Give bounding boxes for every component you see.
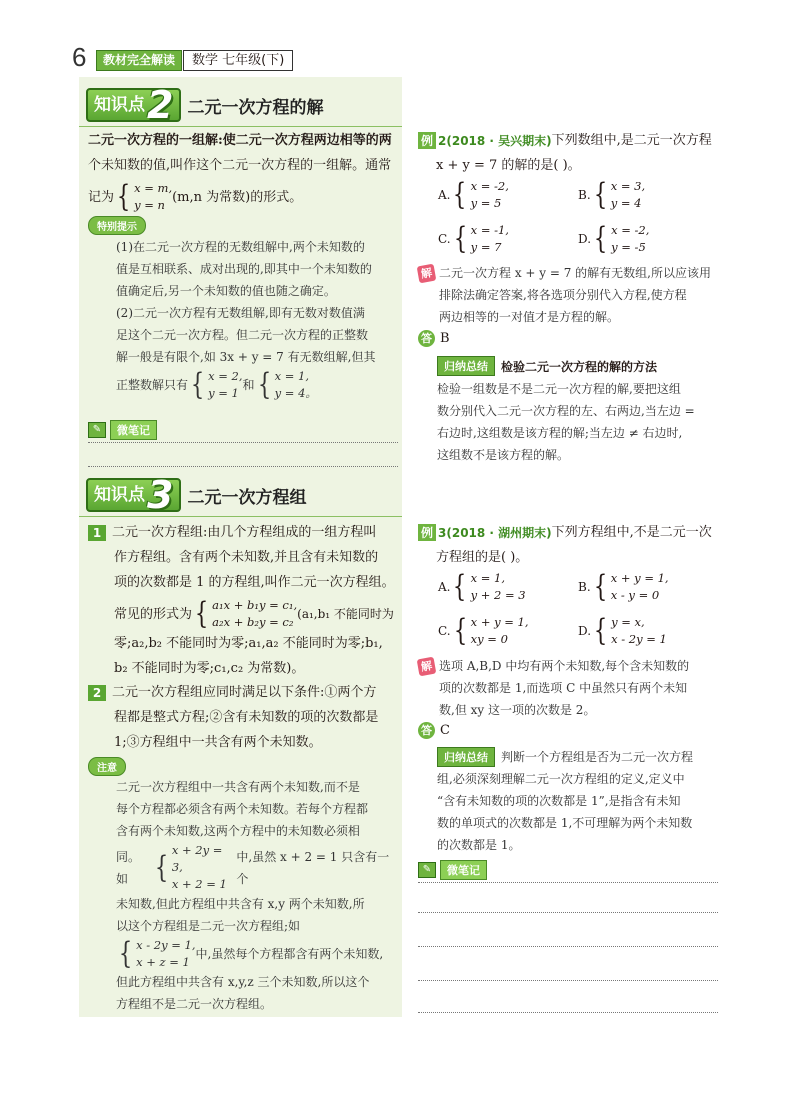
equation: x = 1,	[274, 369, 310, 383]
solution-line: 两边相等的一对值才是方程的解。	[439, 310, 620, 324]
section2-header	[86, 83, 324, 127]
caution-line: 每个方程都必须含有两个未知数。若每个方程都	[116, 802, 369, 816]
note-line	[418, 946, 718, 947]
equation-system: { x + 2y = 3, x + 2 = 1	[152, 842, 237, 893]
question-text: 下列数组中,是二元一次方程	[551, 133, 712, 148]
section3-item2	[88, 680, 400, 755]
caution-text: 同。如	[116, 849, 141, 886]
tip-content	[116, 236, 400, 402]
micro-note	[88, 420, 157, 440]
option-b: B. { x = 3, y = 4	[578, 177, 646, 212]
section3-item1	[88, 520, 400, 681]
tip-line: 值是互相联系、成对出现的,即其中一个未知数的	[116, 262, 372, 276]
section2-tag-text: 知识点	[94, 95, 145, 115]
tip-line: (1)在二元一次方程的无数组解中,两个未知数的	[116, 240, 365, 254]
section3-title: 二元一次方程组	[187, 487, 307, 508]
note-line	[88, 442, 398, 443]
equation-system: { x = 2, y = 1	[190, 367, 243, 402]
option-a: A. { x = -2, y = 5	[438, 177, 509, 212]
tip-text: 正整数解只有	[116, 378, 189, 392]
tip-line: 值确定后,另一个未知数的值也随之确定。	[116, 284, 336, 298]
caution-line: 含有两个未知数,这两个方程中的未知数必须相	[116, 824, 360, 838]
solution-icon: 解	[417, 656, 437, 676]
item-number: 2	[88, 685, 106, 701]
item-text: (a₁,b₁ 不能同时为	[297, 606, 394, 621]
example-number: 2	[438, 133, 447, 148]
tip-label	[88, 215, 146, 235]
question-text: x + y = 7 的解的是( )。	[436, 158, 581, 173]
summary-line: 右边时,这组数是该方程的解;当左边 ≠ 右边时,	[437, 426, 683, 440]
example3	[418, 520, 718, 570]
solution-line: 项的次数都是 1,而选项 C 中虽然只有两个未知	[439, 681, 688, 695]
equation: x - 2y = 1,	[136, 938, 196, 952]
answer-value: B	[440, 331, 450, 346]
tip-text: 和	[242, 378, 255, 392]
solution-line: 二元一次方程 x + y = 7 的解有无数组,所以应该用	[439, 266, 711, 280]
example-source: (2018 · 湖州期末)	[446, 526, 552, 540]
note-line	[418, 912, 718, 913]
example3-options	[438, 570, 718, 648]
summary-line: 这组数不是该方程的解。	[437, 448, 570, 462]
example-badge: 例	[418, 524, 436, 541]
summary-tag: 归纳总结	[437, 356, 495, 376]
item-line: 作方程组。含有两个未知数,并且含有未知数的	[114, 550, 379, 565]
summary-line: 的次数都是 1。	[437, 838, 521, 852]
equation: x = m,	[134, 181, 173, 195]
section3-rule	[79, 516, 402, 517]
example2	[418, 128, 718, 178]
tip-line: (2)二元一次方程有无数组解,即有无数对数值满	[116, 306, 365, 320]
micro-note	[418, 860, 487, 880]
item-number: 1	[88, 525, 106, 541]
micro-note-label: 微笔记	[110, 420, 157, 440]
equation: x + 2y = 3,	[171, 843, 223, 874]
option-d: D. { y = x, x - 2y = 1	[578, 613, 667, 648]
item-line: 二元一次方程组:由几个方程组成的一组方程叫	[112, 525, 377, 540]
note-line	[418, 980, 718, 981]
equation: a₂x + b₂y = c₂	[212, 615, 294, 629]
example2-summary-header	[437, 356, 657, 376]
equation: y = 1	[208, 386, 239, 400]
section3-tag-text: 知识点	[94, 485, 145, 505]
equation-system: { a₁x + b₁y = c₁, a₂x + b₂y = c₂	[194, 596, 298, 631]
question-text: 下列方程组中,不是二元一次	[551, 525, 712, 540]
item-line: 零;a₂,b₂ 不能同时为零;a₁,a₂ 不能同时为零;b₁,	[114, 636, 383, 651]
definition-text: (m,n 为常数)的形式。	[172, 189, 303, 205]
summary-title: 检验二元一次方程的解的方法	[501, 359, 658, 374]
option-a: A. { x = 1, y + 2 = 3	[438, 569, 526, 604]
micro-note-label: 微笔记	[440, 860, 487, 880]
equation: y = 4。	[274, 386, 317, 400]
pencil-icon: ✎	[88, 422, 106, 438]
answer-icon: 答	[418, 722, 435, 739]
option-b: B. { x + y = 1, x - y = 0	[578, 569, 669, 604]
equation: x + 2 = 1	[171, 877, 227, 891]
caution-label	[88, 756, 126, 776]
answer-value: C	[440, 723, 450, 738]
note-line	[88, 466, 398, 467]
equation-system: { x - 2y = 1, x + z = 1	[118, 936, 196, 971]
item-line: 项的次数都是 1 的方程组,叫作二元一次方程组。	[114, 575, 395, 590]
book-label: 教材完全解读	[96, 50, 182, 71]
item-line: 程都是整式方程;②含有未知数的项的次数都是	[114, 710, 379, 725]
equation: x = 2,	[208, 369, 243, 383]
summary-line: “含有未知数的项的次数都是 1”,是指含有未知	[437, 794, 681, 808]
definition-text: 记为	[88, 189, 115, 205]
caution-line: 方程组不是二元一次方程组。	[116, 997, 273, 1011]
example2-options	[438, 178, 718, 256]
answer-icon: 答	[418, 330, 435, 347]
section3-tag	[86, 473, 181, 517]
example-source: (2018 · 吴兴期末)	[446, 134, 552, 148]
caution-tag: 注意	[88, 757, 126, 776]
example3-answer	[418, 722, 450, 739]
question-text: 方程组的是( )。	[436, 550, 529, 565]
equation: a₁x + b₁y = c₁,	[212, 598, 298, 612]
section2-rule	[79, 126, 402, 127]
option-c: C. { x + y = 1, xy = 0	[438, 613, 529, 648]
subject-grade: 数学 七年级(下)	[183, 50, 293, 71]
equation-system: { x = 1, y = 4。	[257, 367, 317, 402]
tip-line: 解一般是有限个,如 3x + y = 7 有无数组解,但其	[116, 350, 376, 364]
equation-system: { x = m, y = n	[116, 179, 173, 214]
page-number: 6	[72, 42, 87, 72]
equation: y = n	[134, 198, 165, 212]
tip-tag: 特别提示	[88, 216, 146, 235]
equation: x + z = 1	[136, 955, 190, 969]
caution-line: 但此方程组中共含有 x,y,z 三个未知数,所以这个	[116, 975, 370, 989]
item-text: 常见的形式为	[114, 606, 193, 622]
example2-answer	[418, 330, 450, 347]
example3-summary	[437, 746, 722, 856]
definition-line: 二元一次方程的一组解:使二元一次方程两边相等的两	[88, 133, 392, 148]
section3-number: 3	[147, 473, 174, 517]
example2-summary	[437, 378, 722, 466]
option-c: C. { x = -1, y = 7	[438, 221, 509, 256]
item-line: b₂ 不能同时为零;c₁,c₂ 为常数)。	[114, 661, 305, 676]
caution-text: 中,虽然每个方程都含有两个未知数,	[195, 947, 384, 961]
solution-line: 选项 A,B,D 中均有两个未知数,每个含未知数的	[439, 659, 690, 673]
section3-header	[86, 473, 307, 517]
section2-title: 二元一次方程的解	[187, 97, 324, 118]
pencil-icon: ✎	[418, 862, 436, 878]
caution-line: 二元一次方程组中一共含有两个未知数,而不是	[116, 780, 360, 794]
example3-solution	[418, 655, 718, 721]
section2-definition	[88, 128, 398, 214]
tip-line: 足这个二元一次方程。但二元一次方程的正整数	[116, 328, 369, 342]
solution-icon: 解	[417, 263, 437, 283]
section2-tag	[86, 83, 181, 127]
item-line: 1;③方程组中一共含有两个未知数。	[114, 735, 322, 750]
summary-line: 数的单项式的次数都是 1,不可理解为两个未知数	[437, 816, 693, 830]
option-d: D. { x = -2, y = -5	[578, 221, 650, 256]
item-line: 二元一次方程组应同时满足以下条件:①两个方	[112, 685, 377, 700]
section2-number: 2	[147, 83, 174, 127]
caution-content	[116, 776, 400, 1015]
note-line	[418, 882, 718, 883]
example-number: 3	[438, 525, 447, 540]
example-badge: 例	[418, 132, 436, 149]
summary-line: 检验一组数是不是二元一次方程的解,要把这组	[437, 382, 681, 396]
summary-line: 组,必须深刻理解二元一次方程组的定义,定义中	[437, 772, 685, 786]
summary-line: 判断一个方程组是否为二元一次方程	[501, 750, 694, 764]
caution-text: 中,虽然 x + 2 = 1 只含有一个	[236, 849, 390, 886]
definition-line: 个未知数的值,叫作这个二元一次方程的一组解。通常	[88, 158, 392, 173]
note-line	[418, 1012, 718, 1013]
solution-line: 数,但 xy 这一项的次数是 2。	[439, 703, 596, 717]
caution-line: 未知数,但此方程组中共含有 x,y 两个未知数,所	[116, 897, 365, 911]
summary-line: 数分别代入二元一次方程的左、右两边,当左边 =	[437, 404, 695, 418]
caution-line: 以这个方程组是二元一次方程组;如	[116, 919, 301, 933]
solution-line: 排除法确定答案,将各选项分别代入方程,使方程	[439, 288, 687, 302]
summary-tag: 归纳总结	[437, 747, 495, 767]
example2-solution	[418, 262, 718, 328]
